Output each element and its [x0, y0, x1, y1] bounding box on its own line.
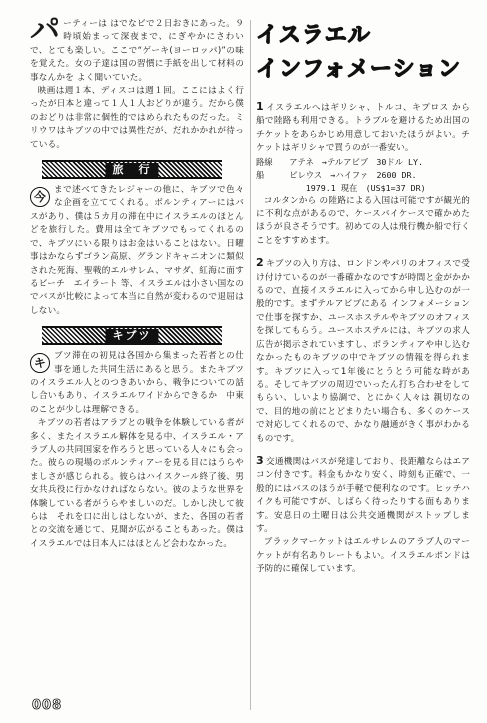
info-title-line2-text: インフォメーション: [256, 57, 462, 82]
column-divider: [250, 20, 251, 710]
info-section-2: [256, 256, 470, 446]
travel-text: まで述べてきたレジャーの他に、キブツで色々な企画を立ててくれる。ボルンティアーにはバスがあり、僕は５カ月の滞在中にイスラエルのほとんどを旅行した。費用は全てキブツでもってくれるので、キブツにいる限りはお金はいることはない。日曜事はかならずゴラン高原、グランドキャニオンに類似された死海、聖戦的エルサレム、マサダ、紅海に面するビーチ エイラート 等、イスラエルは小さい国なのでバスが比較によって本当に自然が変わるので退屈はしない。: [30, 185, 244, 316]
section-number-3: 3: [256, 453, 264, 467]
movies-paragraph: 映画は週１本、ディスコは週１回。ここにはよく行ったが日本と違って１人１人おどりが違う。だから僕のおどりは非常に個性的ではめられたものだった。ミリウワはキブツの中では異性だが、だれかかれが待っている。: [30, 86, 244, 150]
info-title-block: [256, 18, 470, 90]
fare-row-note: 1979.1 現在 (US$1=37 DR): [256, 182, 426, 193]
section-number-1: 1: [256, 100, 264, 113]
info-section-3-p2: ブラックマーケットはエルサレムのアラブ人のマーケットが有名ありレートもよい。イスラエルポンドは予防的に確保しています。: [256, 537, 470, 575]
left-column: [30, 13, 244, 551]
kibbutz-paragraph-2: キブツの若者はアラブとの戦争を体験している者が多く、またイスラエル解体を見る中、イスラエル・アラブ人の共同国家を作ろうと思っている人々にも会った。彼らの現場のボルンティアーを見る目にはうらやましさが感じられる。彼らはハイスクール終了後、男女共兵役に行かなければならない。彼のような世界を体験している者がうらやましいのだ。しかし決して彼らは それを口に出しはしないが、また、各国の若者との交流を通じて、見聞が広がることもあった。僕はイスラエルでは日本人にはほとんど会わなかった。: [30, 418, 244, 549]
intro-paragraph: [30, 13, 244, 85]
info-section-1: [256, 100, 470, 156]
travel-paragraph: [30, 184, 244, 318]
info-title-line1: イスラエル: [256, 23, 371, 48]
section-header-kibbutz: [42, 326, 222, 345]
travel-dropcap: 今: [30, 187, 50, 207]
page-number: 008: [32, 698, 63, 713]
info-section-1-p2: コルタンから の陸路による入国は可能ですが観光的に不利な点があるので、ケースバイケースで確かめたほうが良さそうです。初めての人は飛行機か船で行くことをすすめます。: [256, 195, 470, 246]
section-number-2: 2: [256, 256, 264, 270]
intro-dropcap: パ: [30, 13, 61, 48]
kibbutz-dropcap: キ: [30, 353, 50, 373]
info-section-3-text: 交通機関はバスが発達しており、長距離ならはエアコン付きです。料金もかなり安く、時刻も正確で、一般的にはバスのほうが手軽で便利なのです。ヒッチハイクも可能ですが、しばらく待ったりする面もあります。安息日の土曜日は公共交通機関がストップします。: [256, 456, 470, 534]
kibbutz-text: ブツ滞在の初見は各国から集まった若者との仕事を通した共同生活にあると思う。またキブツのイスラエル人とのつきあいから、戦争についての話し合いもあり、イスラエルワイドからできるか 中東のことが少しは理解できる。: [30, 351, 244, 415]
info-section-2-text: キブツの入り方は、ロンドンやパリのオフィスで受け付けているのが一番確かなのですが時間と金がかかるので、直接イスラエルに入ってから申し込むのが一般的です。まずテルアビブにある インフォメーションで仕事を探すか、ユースホステルやキブツのオフィスを探してもらう。ユースホステルには、キブツの求人広告が掲示されていますし、ボランティアや申し込むなかったものキブツの中でキブツの情報を得られます。キブツに入って1年後にとうとう可能な時がある。そしてキブツの周辺でいったん打ち合わせをしてもらい、しいより協調で、とにかく人々は 親切なので、目的地の前にとどまりたい場合も、多くのケースで対応してくれるので、かなり融通がきく事がわかるものです。: [256, 259, 470, 444]
fare-row-ship: 船 ピレウス →ハイファ 2600 DR.: [256, 169, 417, 180]
right-column: [256, 18, 470, 577]
info-title-line2: [256, 52, 461, 83]
section-title-travel: 旅 行: [106, 163, 159, 177]
info-section-1-text: イスラエルへはギリシャ、トルコ、キプロス から船で陸路も利用できる。トラブルを避けるため出国のチケットをあらかじめ用意しておいたほうがよい。チケットはギリシャで買うのが一番安い。: [256, 103, 470, 154]
fare-row-air: 路線 アテネ →テルアビブ 30ドル LY.: [256, 156, 423, 167]
section-header-travel: [42, 160, 222, 179]
section-title-kibbutz: キブツ: [106, 329, 159, 343]
kibbutz-paragraph: [30, 350, 244, 417]
info-section-3: [256, 454, 470, 536]
intro-text: ーティーは はでなビで２日おきにあった。９時頃始まって深夜まで、にぎやかにさわいで、とても楽しい。ここで“ゲーキ(ヨーロッパ)”の味を覚えた。女の子達は国の習慣に手紙を出して材料の事なんかを よく聞いていた。: [30, 19, 244, 83]
